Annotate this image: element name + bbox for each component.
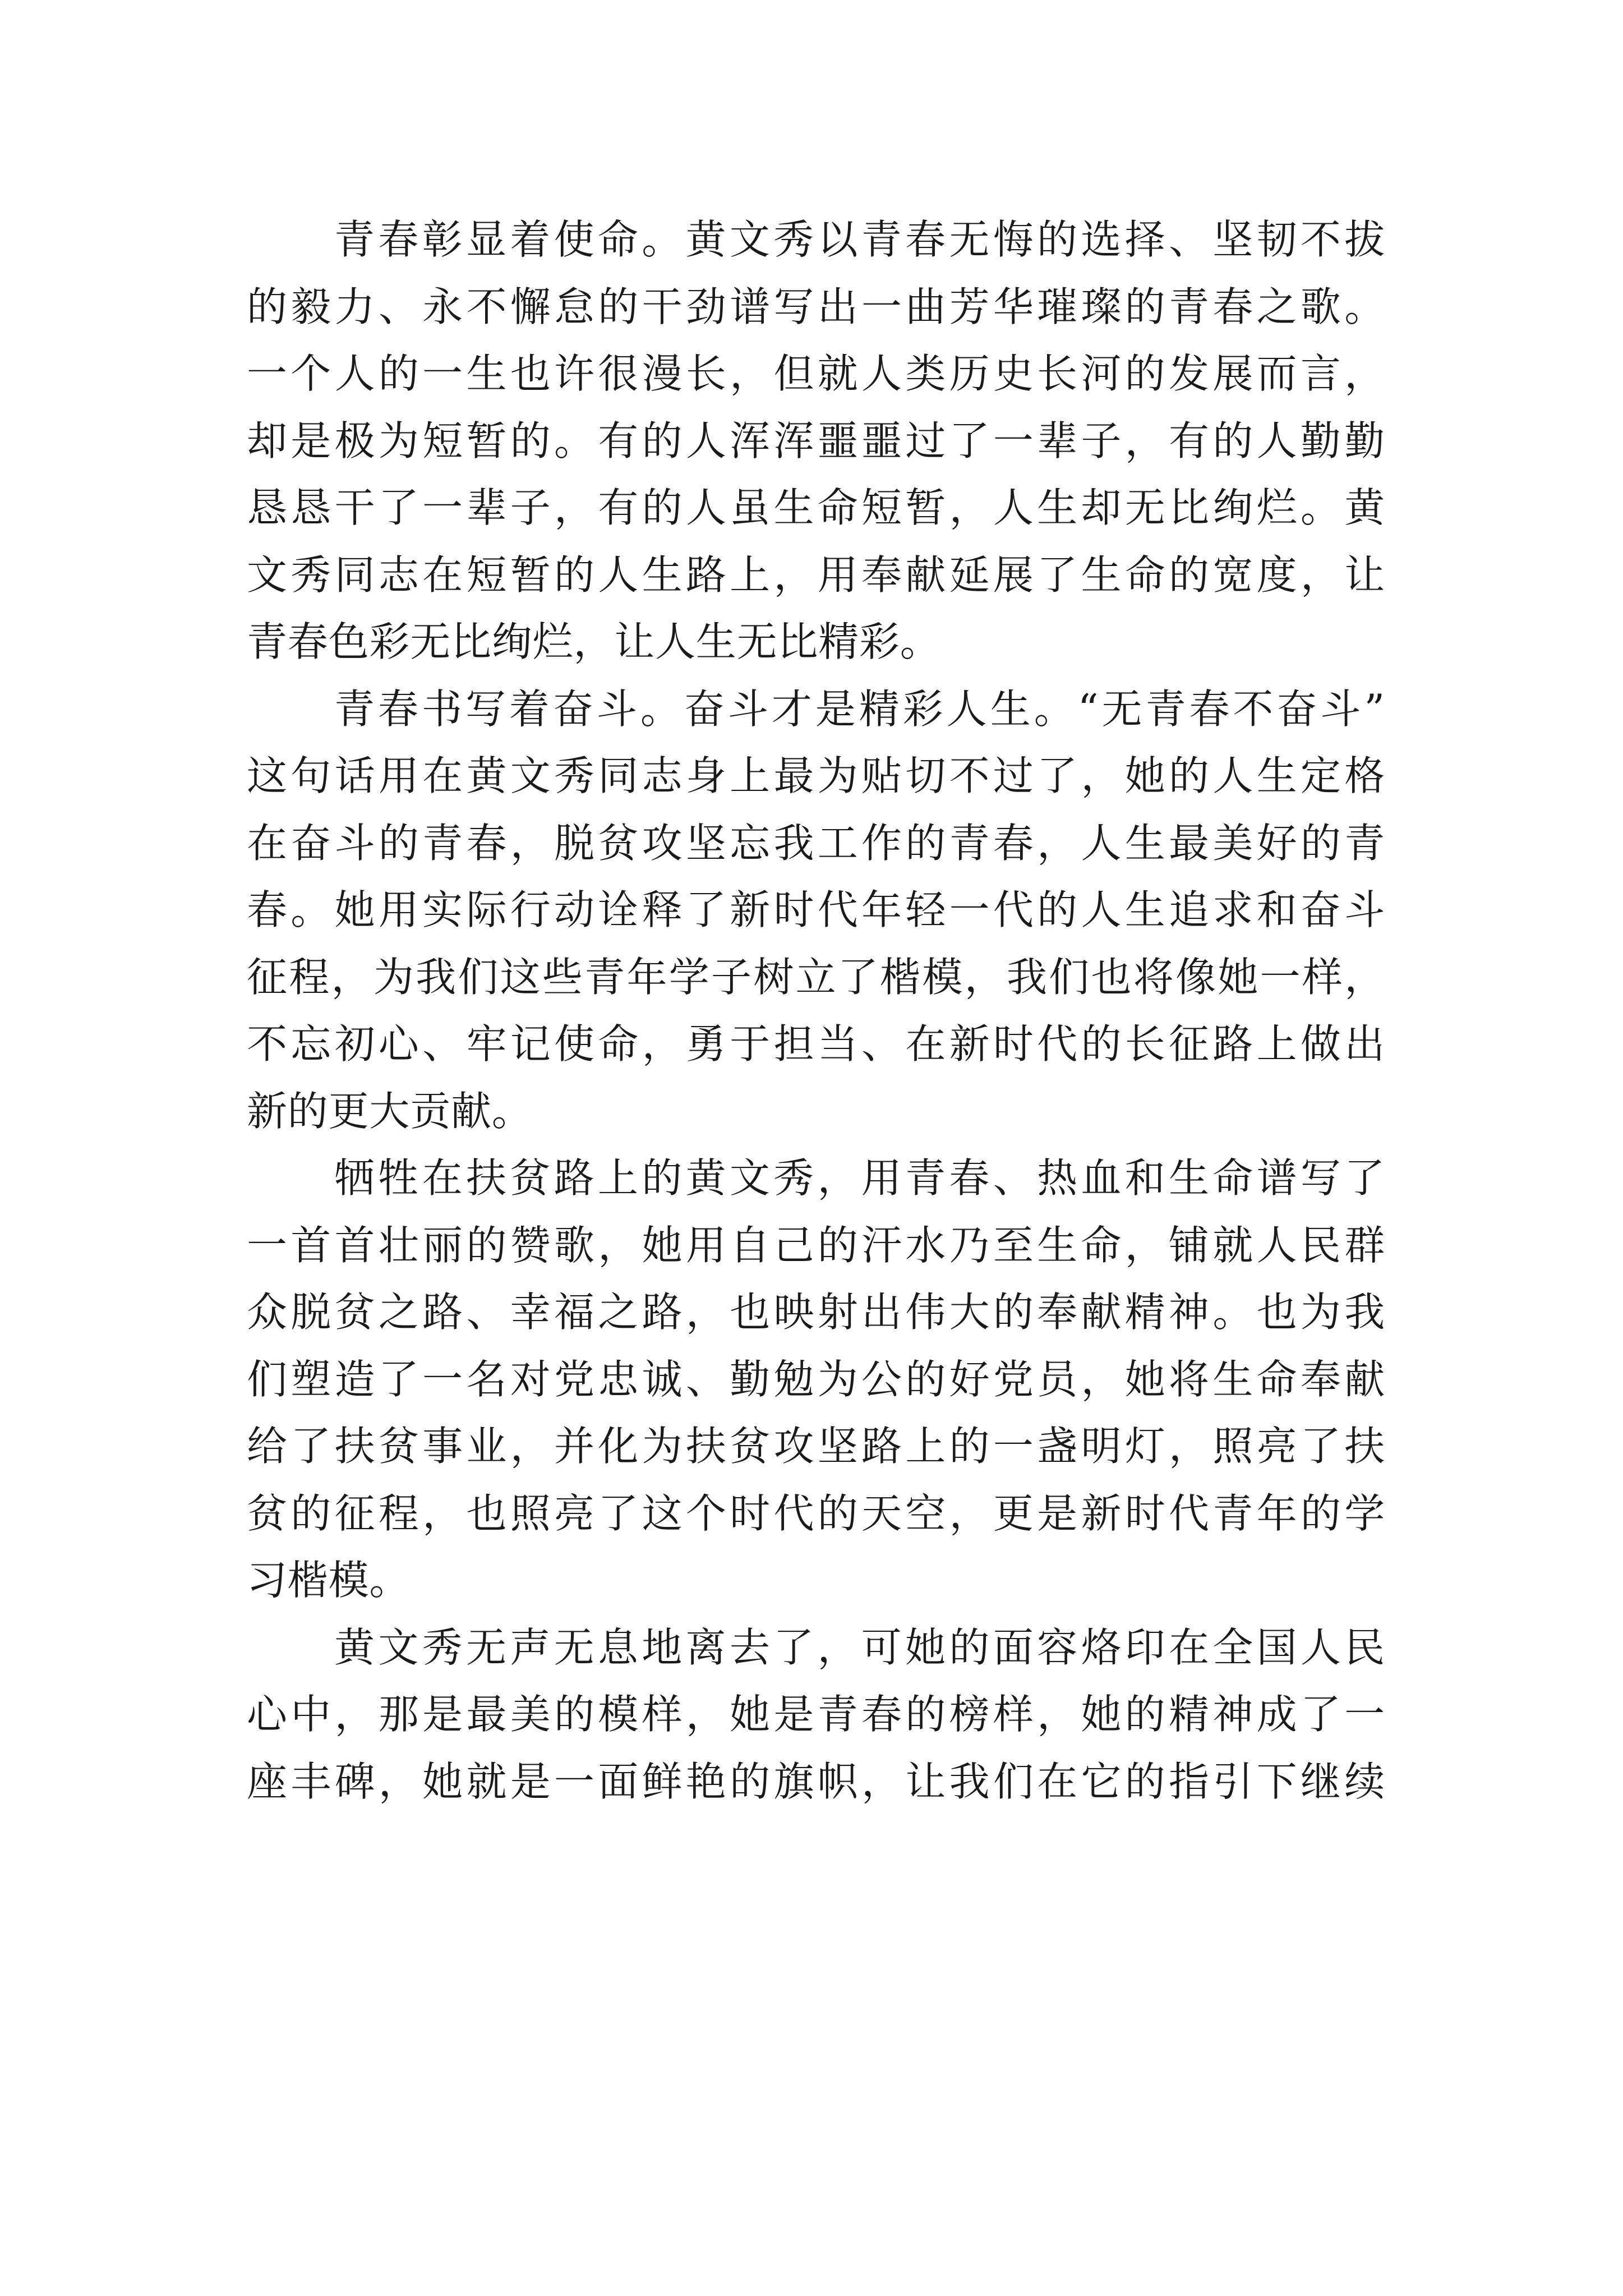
text-line: 青春彰显着使命。黄文秀以青春无悔的选择、坚韧不拔 bbox=[334, 216, 1385, 263]
text-line: 牺牲在扶贫路上的黄文秀，用青春、热血和生命谱写了 bbox=[334, 1154, 1385, 1202]
text-line: 征程，为我们这些青年学子树立了楷模，我们也将像她一样， bbox=[247, 953, 1385, 1001]
text-line: 青春书写着奋斗。奋斗才是精彩人生。“无青春不奋斗” bbox=[334, 685, 1385, 733]
text-line: 贫的征程，也照亮了这个时代的天空，更是新时代青年的学 bbox=[247, 1489, 1385, 1537]
text-line: 文秀同志在短暂的人生路上，用奉献延展了生命的宽度，让 bbox=[247, 551, 1385, 599]
text-line: 一个人的一生也许很漫长，但就人类历史长河的发展而言， bbox=[247, 350, 1385, 397]
text-line: 黄文秀无声无息地离去了，可她的面容烙印在全国人民 bbox=[334, 1623, 1385, 1671]
text-line: 恳恳干了一辈子，有的人虽生命短暂，人生却无比绚烂。黄 bbox=[247, 484, 1385, 531]
paragraph-2 bbox=[247, 676, 1385, 1145]
text-line: 心中，那是最美的模样，她是青春的榜样，她的精神成了一 bbox=[247, 1691, 1385, 1738]
text-line: 却是极为短暂的。有的人浑浑噩噩过了一辈子，有的人勤勤 bbox=[247, 417, 1385, 464]
text-line: 习楷模。 bbox=[247, 1557, 411, 1604]
text-line: 一首首壮丽的赞歌，她用自己的汗水乃至生命，铺就人民群 bbox=[247, 1221, 1385, 1269]
text-line: 的毅力、永不懈怠的干劲谱写出一曲芳华璀璨的青春之歌。 bbox=[247, 283, 1385, 330]
paragraph-3 bbox=[247, 1145, 1385, 1614]
body-text bbox=[247, 206, 1385, 1815]
text-line: 这句话用在黄文秀同志身上最为贴切不过了，她的人生定格 bbox=[247, 752, 1385, 799]
text-line: 们塑造了一名对党忠诚、勤勉为公的好党员，她将生命奉献 bbox=[247, 1355, 1385, 1403]
text-line: 不忘初心、牢记使命，勇于担当、在新时代的长征路上做出 bbox=[247, 1020, 1385, 1068]
text-line: 在奋斗的青春，脱贫攻坚忘我工作的青春，人生最美好的青 bbox=[247, 819, 1385, 867]
text-line: 青春色彩无比绚烂，让人生无比精彩。 bbox=[247, 618, 941, 665]
paragraph-1 bbox=[247, 206, 1385, 676]
text-line: 座丰碑，她就是一面鲜艳的旗帜，让我们在它的指引下继续 bbox=[247, 1757, 1385, 1805]
text-line: 众脱贫之路、幸福之路，也映射出伟大的奉献精神。也为我 bbox=[247, 1289, 1385, 1336]
paragraph-4 bbox=[247, 1614, 1385, 1816]
text-line: 春。她用实际行动诠释了新时代年轻一代的人生追求和奋斗 bbox=[247, 886, 1385, 933]
text-line: 新的更大贡献。 bbox=[247, 1087, 533, 1135]
text-line: 给了扶贫事业，并化为扶贫攻坚路上的一盏明灯，照亮了扶 bbox=[247, 1423, 1385, 1470]
